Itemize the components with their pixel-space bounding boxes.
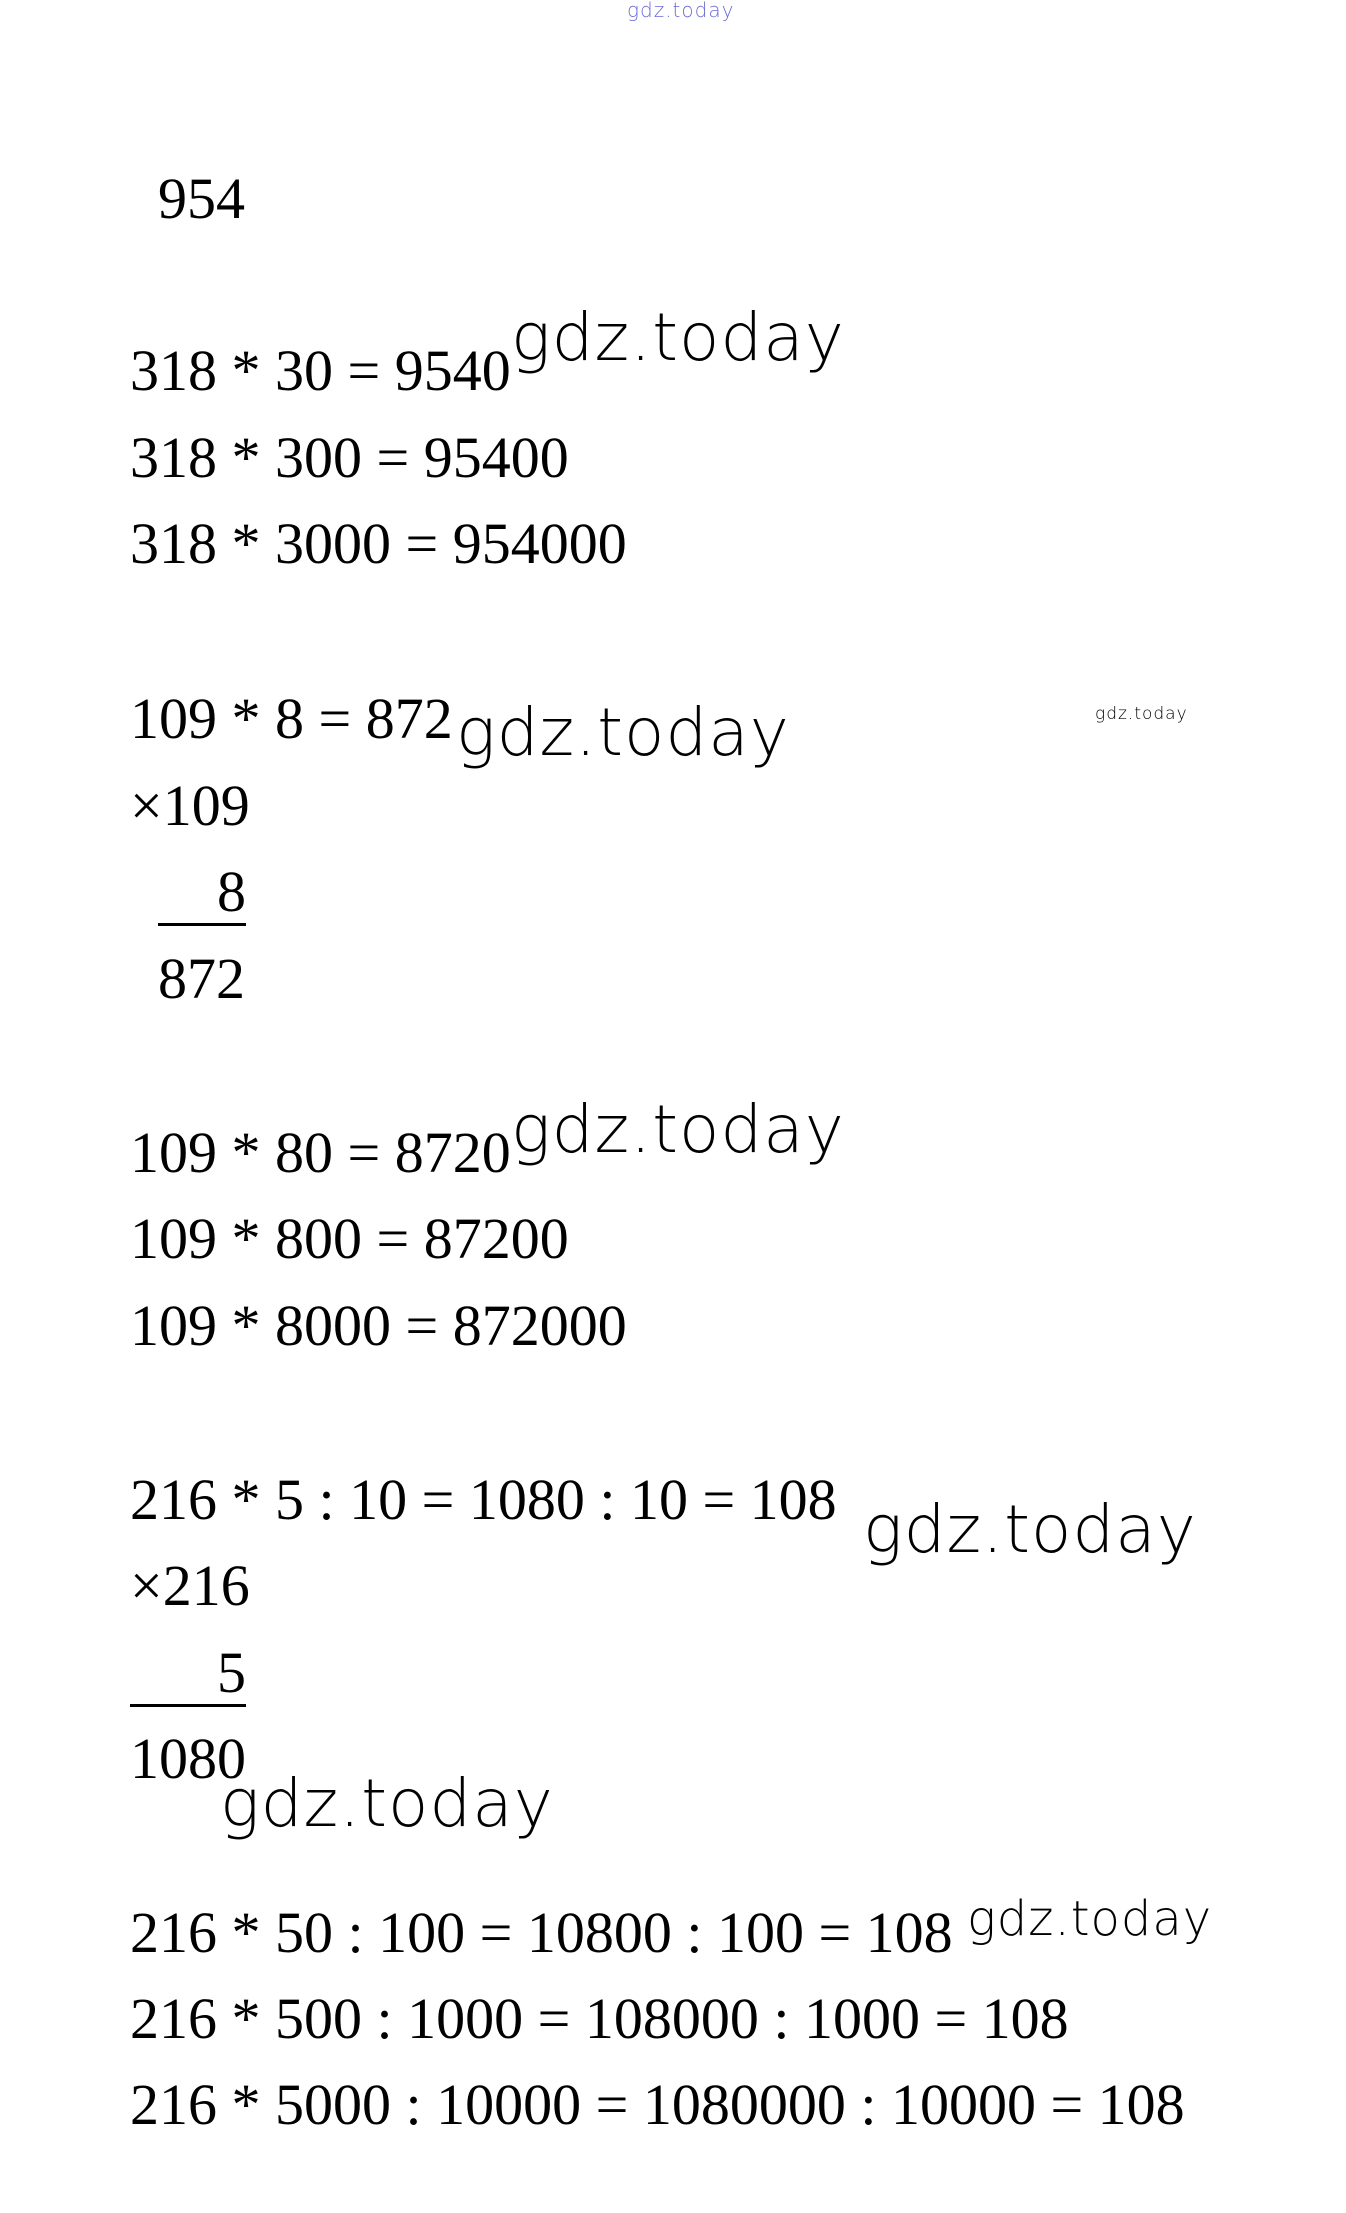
watermark: gdz.today [220, 1765, 554, 1842]
equation-line: 216 * 5000 : 10000 = 1080000 : 10000 = 108 [130, 2072, 1185, 2137]
equation-line: 318 * 3000 = 954000 [130, 511, 627, 576]
watermark: gdz.today [456, 694, 790, 771]
column-result: 872 [158, 946, 245, 1011]
number-954: 954 [158, 166, 245, 231]
equation-line: 216 * 50 : 100 = 10800 : 100 = 108 [130, 1900, 953, 1965]
watermark-top: gdz.today [627, 0, 735, 22]
watermark-side: gdz.today [1095, 704, 1188, 724]
equation-line: 318 * 30 = 9540 [130, 338, 511, 403]
column-multiplier: 8 [158, 863, 246, 926]
column-multiplier: 5 [130, 1644, 246, 1707]
column-result: 1080 [130, 1726, 246, 1791]
watermark: gdz.today [967, 1891, 1213, 1947]
watermark: gdz.today [511, 1091, 845, 1168]
equation-line: 109 * 8 = 872 [130, 686, 453, 751]
equation-line: 109 * 80 = 8720 [130, 1120, 511, 1185]
equation-line: 109 * 800 = 87200 [130, 1206, 569, 1271]
column-multiplicand: ×109 [130, 773, 250, 838]
watermark: gdz.today [863, 1491, 1197, 1568]
equation-line: 216 * 500 : 1000 = 108000 : 1000 = 108 [130, 1986, 1069, 2051]
equation-line: 216 * 5 : 10 = 1080 : 10 = 108 [130, 1467, 837, 1532]
equation-line: 109 * 8000 = 872000 [130, 1293, 627, 1358]
column-multiplicand: ×216 [130, 1553, 250, 1618]
equation-line: 318 * 300 = 95400 [130, 425, 569, 490]
watermark: gdz.today [511, 299, 845, 376]
